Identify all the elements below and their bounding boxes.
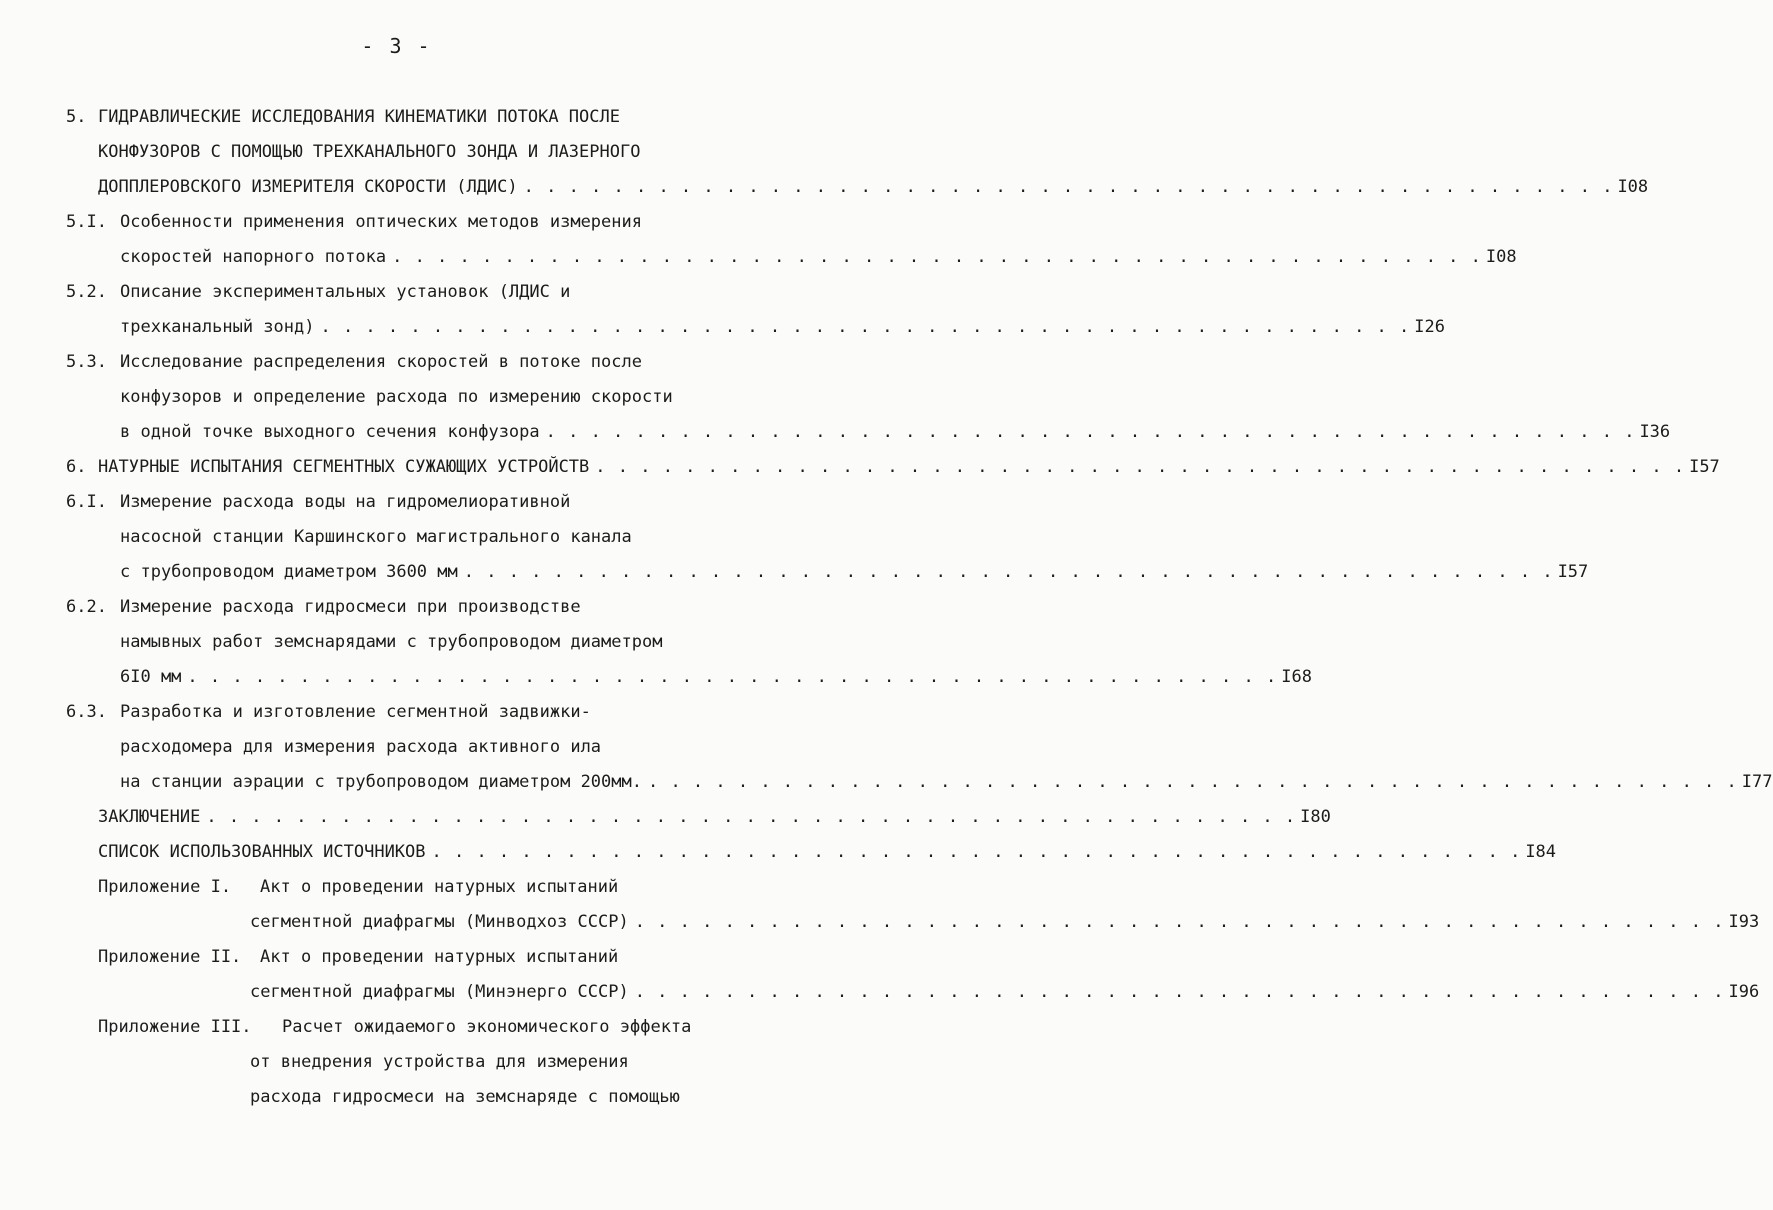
toc-entry-appendix-3-line1: Расчет ожидаемого экономического эффекта (282, 1017, 692, 1037)
toc-entry-conclusion (98, 802, 1331, 832)
toc-entry-6-1-line1: Измерение расхода воды на гидромелиоративной (120, 492, 571, 512)
toc-label-6-1: 6.I. (66, 492, 107, 512)
toc-entry-6-3-title: на станции аэрации с трубопроводом диаметром 200мм. (120, 772, 642, 792)
toc-leader-dots: . . . . . . . . . . . . . . . . . . . . . . . . . . . . . . . . . . . . . . . . . . . . . . . . . (647, 772, 1738, 792)
toc-page-appendix-1: I93 (1728, 912, 1760, 932)
toc-entry-5-3-line1: Исследование распределения скоростей в потоке после (120, 352, 642, 372)
toc-page-6: I57 (1689, 457, 1720, 477)
toc-label-5-1: 5.I. (66, 212, 107, 232)
toc-entry-appendix-1-line1: Акт о проведении натурных испытаний (260, 877, 619, 897)
toc-entry-5-1-line2 (120, 242, 1517, 272)
toc-page-6-2: I68 (1281, 667, 1312, 687)
toc-page-5-1: I08 (1485, 247, 1517, 267)
toc-leader-dots: . . . . . . . . . . . . . . . . . . . . . . . . . . . . . . . . . . . . . . . . . . . . . . . . . (431, 842, 1522, 862)
toc-entry-appendix-2-line2 (250, 977, 1760, 1007)
toc-label-appendix-3: Приложение III. (98, 1017, 252, 1037)
toc-entry-5-2-line2 (120, 312, 1445, 342)
toc-entry-5-title: ДОППЛЕРОВСКОГО ИЗМЕРИТЕЛЯ СКОРОСТИ (ЛДИС) (98, 177, 518, 197)
toc-page-6-1: I57 (1557, 562, 1589, 582)
toc-entry-6-1-line3 (120, 557, 1589, 587)
toc-entry-6-title: НАТУРНЫЕ ИСПЫТАНИЯ СЕГМЕНТНЫХ СУЖАЮЩИХ УСТРОЙСТВ (98, 457, 590, 477)
toc-leader-dots: . . . . . . . . . . . . . . . . . . . . . . . . . . . . . . . . . . . . . . . . . . . . . . . . . (595, 457, 1686, 477)
toc-entry-6-1-title: с трубопроводом диаметром 3600 мм (120, 562, 458, 582)
toc-entry-5-line1: ГИДРАВЛИЧЕСКИЕ ИССЛЕДОВАНИЯ КИНЕМАТИКИ ПОТОКА ПОСЛЕ (98, 107, 620, 127)
toc-entry-appendix-1-line2 (250, 907, 1760, 937)
page-number: - 3 - (361, 34, 432, 58)
toc-entry-5-1-line1: Особенности применения оптических методов измерения (120, 212, 642, 232)
toc-leader-dots: . . . . . . . . . . . . . . . . . . . . . . . . . . . . . . . . . . . . . . . . . . . . . . . . . (392, 247, 1482, 267)
toc-entry-appendix-3-line2: от внедрения устройства для измерения (250, 1052, 629, 1072)
toc-entry-appendix-1-title: сегментной диафрагмы (Минводхоз СССР) (250, 912, 629, 932)
toc-page-5-2: I26 (1414, 317, 1445, 337)
toc-entry-appendix-3-line3: расхода гидросмеси на земснаряде с помощью (250, 1087, 680, 1107)
toc-leader-dots: . . . . . . . . . . . . . . . . . . . . . . . . . . . . . . . . . . . . . . . . . . . . . . . . . (187, 667, 1278, 687)
toc-entry-5-2-title: трехканальный зонд) (120, 317, 315, 337)
toc-label-appendix-2: Приложение II. (98, 947, 242, 967)
toc-entry-6-3-line3 (120, 767, 1773, 797)
toc-leader-dots: . . . . . . . . . . . . . . . . . . . . . . . . . . . . . . . . . . . . . . . . . . . . . . . . . (545, 422, 1636, 442)
toc-entry-5-3-line3 (120, 417, 1671, 447)
toc-entry-6-2-title: 6I0 мм (120, 667, 182, 687)
toc-page-appendix-2: I96 (1728, 982, 1760, 1002)
toc-entry-5-2-line1: Описание экспериментальных установок (ЛДИС и (120, 282, 571, 302)
toc-entry-5-line2: КОНФУЗОРОВ С ПОМОЩЬЮ ТРЕХКАНАЛЬНОГО ЗОНДА И ЛАЗЕРНОГО (98, 142, 641, 162)
toc-label-5-2: 5.2. (66, 282, 107, 302)
toc-leader-dots: . . . . . . . . . . . . . . . . . . . . . . . . . . . . . . . . . . . . . . . . . . . . . . . . . (206, 807, 1297, 827)
toc-entry-6-3-line2: расходомера для измерения расхода активного ила (120, 737, 602, 757)
toc-entry-6-2-line2: намывных работ земснарядами с трубопроводом диаметром (120, 632, 663, 652)
toc-leader-dots: . . . . . . . . . . . . . . . . . . . . . . . . . . . . . . . . . . . . . . . . . . . . . . . . . (523, 177, 1614, 197)
toc-label-appendix-1: Приложение I. (98, 877, 232, 897)
toc-leader-dots: . . . . . . . . . . . . . . . . . . . . . . . . . . . . . . . . . . . . . . . . . . . . . . . . . (634, 982, 1725, 1002)
toc-entry-conclusion-title: ЗАКЛЮЧЕНИЕ (98, 807, 201, 827)
toc-page-5-3: I36 (1639, 422, 1671, 442)
toc-label-5-3: 5.3. (66, 352, 107, 372)
toc-label-6-2: 6.2. (66, 597, 107, 617)
toc-page-5: I08 (1617, 177, 1649, 197)
toc-entry-6-2-line1: Измерение расхода гидросмеси при производстве (120, 597, 581, 617)
toc-entry-5-line3 (98, 172, 1649, 202)
toc-entry-references-title: СПИСОК ИСПОЛЬЗОВАННЫХ ИСТОЧНИКОВ (98, 842, 426, 862)
toc-page-6-3: I77 (1741, 772, 1773, 792)
toc-entry-references (98, 837, 1557, 867)
toc-entry-5-3-line2: конфузоров и определение расхода по измерению скорости (120, 387, 673, 407)
toc-entry-5-1-title: скоростей напорного потока (120, 247, 387, 267)
toc-entry-appendix-2-line1: Акт о проведении натурных испытаний (260, 947, 619, 967)
toc-entry-6-1-line2: насосной станции Каршинского магистрального канала (120, 527, 632, 547)
toc-page-conclusion: I80 (1300, 807, 1331, 827)
toc-entry-5-3-title: в одной точке выходного сечения конфузора (120, 422, 540, 442)
toc-page-references: I84 (1525, 842, 1557, 862)
toc-label-6-3: 6.3. (66, 702, 107, 722)
toc-label-6: 6. (66, 457, 87, 477)
toc-leader-dots: . . . . . . . . . . . . . . . . . . . . . . . . . . . . . . . . . . . . . . . . . . . . . . . . . (463, 562, 1554, 582)
toc-label-5: 5. (66, 107, 87, 127)
toc-entry-6-2-line3 (120, 662, 1312, 692)
toc-entry-6-3-line1: Разработка и изготовление сегментной задвижки- (120, 702, 591, 722)
toc-leader-dots: . . . . . . . . . . . . . . . . . . . . . . . . . . . . . . . . . . . . . . . . . . . . . . . . . (634, 912, 1725, 932)
toc-leader-dots: . . . . . . . . . . . . . . . . . . . . . . . . . . . . . . . . . . . . . . . . . . . . . . . . . (320, 317, 1411, 337)
toc-entry-appendix-2-title: сегментной диафрагмы (Минэнерго СССР) (250, 982, 629, 1002)
toc-entry-6-line1 (98, 452, 1720, 482)
